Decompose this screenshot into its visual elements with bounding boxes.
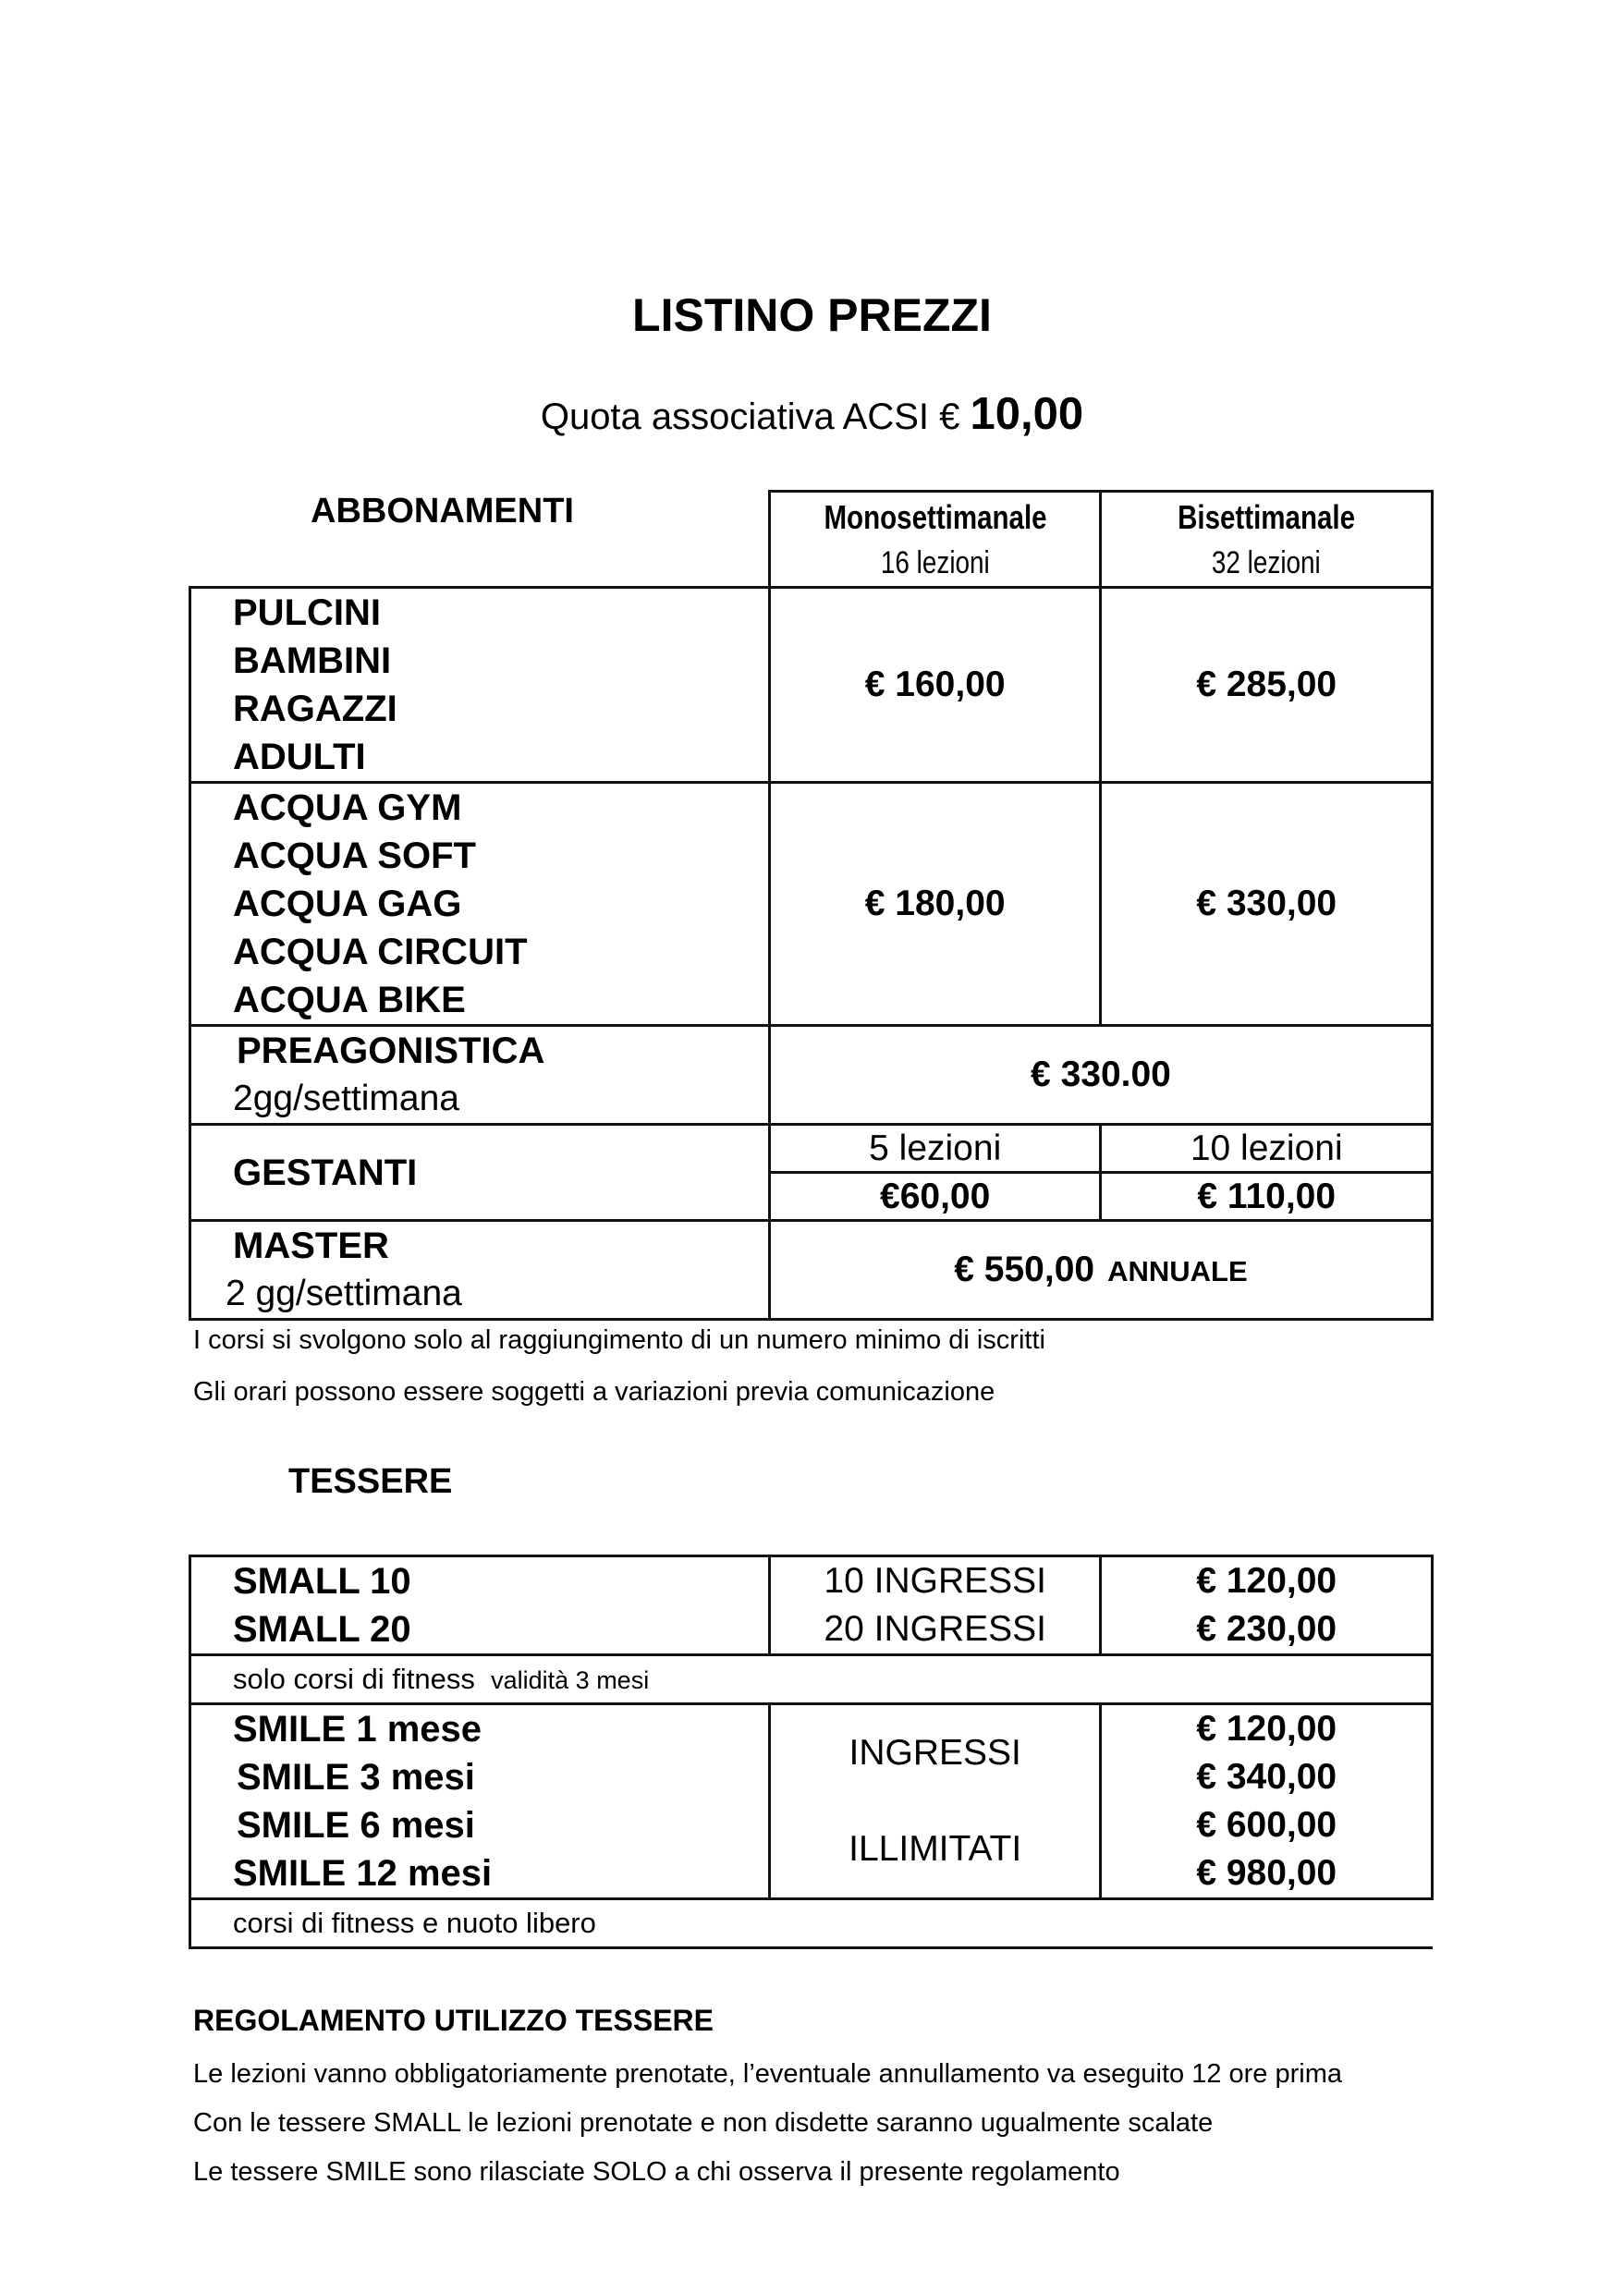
quota-associativa <box>0 388 1624 440</box>
table-header-row <box>190 492 1433 588</box>
master-price-cell <box>769 1221 1432 1320</box>
gestanti-option-10: 10 lezioni <box>1101 1125 1433 1173</box>
price-bi: € 330,00 <box>1101 783 1433 1026</box>
abbonamenti-heading: ABBONAMENTI <box>311 492 574 531</box>
smile-ingressi: INGRESSI ILLIMITATI <box>769 1704 1101 1899</box>
smile-names: SMILE 1 mese SMILE 3 mesi SMILE 6 mesi SMILE 12 mesi <box>190 1704 770 1899</box>
regolamento-line: Le tessere SMILE sono rilasciate SOLO a chi osserva il presente regolamento <box>193 2157 1120 2187</box>
gestanti-option-5: 5 lezioni <box>769 1125 1101 1173</box>
column-header-mono: Monosettimanale 16 lezioni <box>769 492 1101 588</box>
quota-amount: 10,00 <box>970 389 1084 439</box>
table-row <box>190 1556 1433 1655</box>
abbonamenti-table <box>189 490 1434 1321</box>
table-row <box>190 1026 1433 1125</box>
price-mono: € 160,00 <box>769 588 1101 783</box>
table-row <box>190 588 1433 783</box>
table-row <box>190 1899 1433 1948</box>
master-period: ANNUALE <box>1107 1255 1248 1287</box>
column-header-bi: Bisettimanale 32 lezioni <box>1101 492 1433 588</box>
preagonistica-price: € 330.00 <box>769 1026 1432 1125</box>
table-row <box>190 1655 1433 1704</box>
quota-currency: € <box>939 396 960 437</box>
regolamento-line: Le lezioni vanno obbligatoriamente prenotate, l’eventuale annullamento va eseguito 12 ore prima <box>193 2059 1342 2089</box>
table-row <box>190 1125 1433 1173</box>
master-price: € 550,00 <box>954 1250 1095 1289</box>
small-note: solo corsi di fitness <box>233 1663 475 1695</box>
gestanti-price-5: €60,00 <box>769 1173 1101 1221</box>
small-note-cell <box>190 1655 1433 1704</box>
note-line: I corsi si svolgono solo al raggiungimento di un numero minimo di iscritti <box>193 1325 1045 1355</box>
tessere-table <box>189 1555 1434 1949</box>
regolamento-title: REGOLAMENTO UTILIZZO TESSERE <box>193 2004 714 2037</box>
tessere-heading: TESSERE <box>288 1462 453 1501</box>
preagonistica-cell: PREAGONISTICA 2gg/settimana <box>190 1026 770 1125</box>
small-validity: validità 3 mesi <box>491 1666 650 1694</box>
table-row <box>190 1221 1433 1320</box>
table-row <box>190 1704 1433 1899</box>
table-row <box>190 783 1433 1026</box>
course-names: ACQUA GYM ACQUA SOFT ACQUA GAG ACQUA CIRCUIT ACQUA BIKE <box>190 783 770 1026</box>
smile-note: corsi di fitness e nuoto libero <box>190 1899 1433 1948</box>
quota-label: Quota associativa ACSI <box>540 396 930 437</box>
price-bi: € 285,00 <box>1101 588 1433 783</box>
small-prices: € 120,00 € 230,00 <box>1101 1556 1433 1655</box>
page-title: LISTINO PREZZI <box>632 289 992 341</box>
small-ingressi: 10 INGRESSI 20 INGRESSI <box>769 1556 1101 1655</box>
smile-prices: € 120,00 € 340,00 € 600,00 € 980,00 <box>1101 1704 1433 1899</box>
gestanti-price-10: € 110,00 <box>1101 1173 1433 1221</box>
course-names: PULCINI BAMBINI RAGAZZI ADULTI <box>190 588 770 783</box>
small-names: SMALL 10 SMALL 20 <box>190 1556 770 1655</box>
price-mono: € 180,00 <box>769 783 1101 1026</box>
gestanti-name: GESTANTI <box>190 1125 770 1221</box>
master-cell: MASTER 2 gg/settimana <box>190 1221 770 1320</box>
regolamento-line: Con le tessere SMALL le lezioni prenotate e non disdette saranno ugualmente scalate <box>193 2108 1214 2138</box>
note-line: Gli orari possono essere soggetti a variazioni previa comunicazione <box>193 1377 995 1407</box>
